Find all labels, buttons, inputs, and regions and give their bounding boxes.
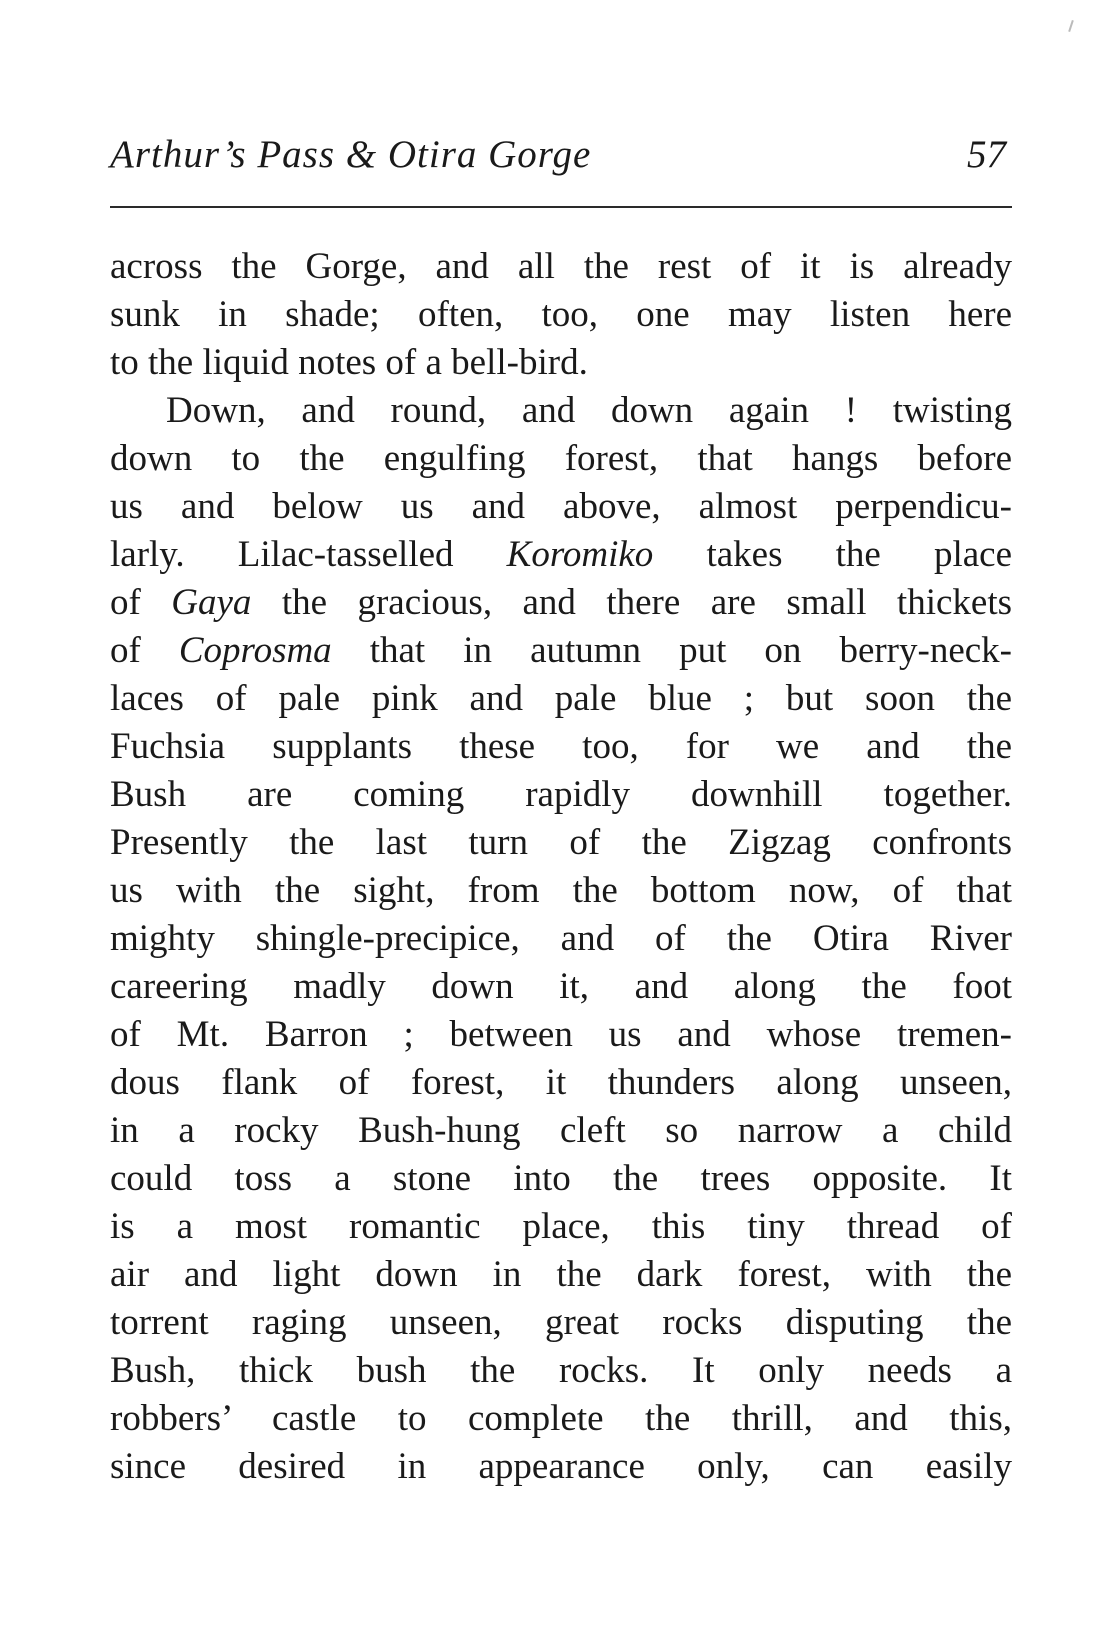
- text-line: us with the sight, from the bottom now, of that: [110, 870, 1012, 911]
- text-line: across the Gorge, and all the rest of it is already: [110, 246, 1012, 287]
- text-line: air and light down in the dark forest, with the: [110, 1254, 1012, 1295]
- text-line: Bush, thick bush the rocks. It only needs a: [110, 1350, 1012, 1391]
- text-run: takes the place: [653, 534, 1012, 575]
- text-line: robbers’ castle to complete the thrill, and this,: [110, 1398, 1012, 1439]
- text-run: of: [110, 630, 179, 671]
- italic-term: Gaya: [171, 582, 252, 623]
- text-line: sunk in shade; often, too, one may listen here: [110, 294, 1012, 335]
- text-line: down to the engulfing forest, that hangs before: [110, 438, 1012, 479]
- text-line: Down, and round, and down again ! twisting: [166, 390, 1012, 431]
- header-rule: [110, 206, 1012, 208]
- text-line: to the liquid notes of a bell-bird.: [110, 342, 588, 383]
- text-line: [110, 531, 1012, 579]
- text-run: that in autumn put on berry-neck-: [331, 630, 1012, 671]
- text-run: of: [110, 582, 172, 623]
- text-line: Fuchsia supplants these too, for we and the: [110, 726, 1012, 767]
- text-line: [110, 627, 1012, 675]
- text-line: dous flank of forest, it thunders along unseen,: [110, 1062, 1012, 1103]
- text-line: in a rocky Bush-hung cleft so narrow a child: [110, 1110, 1012, 1151]
- text-line: torrent raging unseen, great rocks disputing the: [110, 1302, 1012, 1343]
- italic-term: Koromiko: [506, 534, 654, 575]
- text-line: is a most romantic place, this tiny thread of: [110, 1206, 1012, 1247]
- text-line: mighty shingle-precipice, and of the Otira River: [110, 918, 1012, 959]
- text-run: the gracious, and there are small thickets: [251, 582, 1013, 623]
- text-line: us and below us and above, almost perpendicu-: [110, 486, 1012, 527]
- scan-mark: [1068, 20, 1074, 32]
- running-title: Arthur’s Pass & Otira Gorge: [110, 133, 592, 176]
- text-line: Bush are coming rapidly downhill together.: [110, 774, 1012, 815]
- body-text: [110, 243, 1012, 1491]
- text-line: Presently the last turn of the Zigzag confronts: [110, 822, 1012, 863]
- text-line: of Mt. Barron ; between us and whose tremen-: [110, 1014, 1012, 1055]
- text-line: careering madly down it, and along the foot: [110, 966, 1012, 1007]
- text-line: [110, 579, 1012, 627]
- text-line: since desired in appearance only, can easily: [110, 1446, 1012, 1487]
- text-line: could toss a stone into the trees opposite. It: [110, 1158, 1012, 1199]
- running-head: [110, 132, 1010, 182]
- italic-term: Coprosma: [178, 630, 332, 671]
- page-number: 57: [967, 133, 1006, 176]
- text-line: laces of pale pink and pale blue ; but soon the: [110, 678, 1012, 719]
- text-run: larly. Lilac-tasselled: [110, 534, 507, 575]
